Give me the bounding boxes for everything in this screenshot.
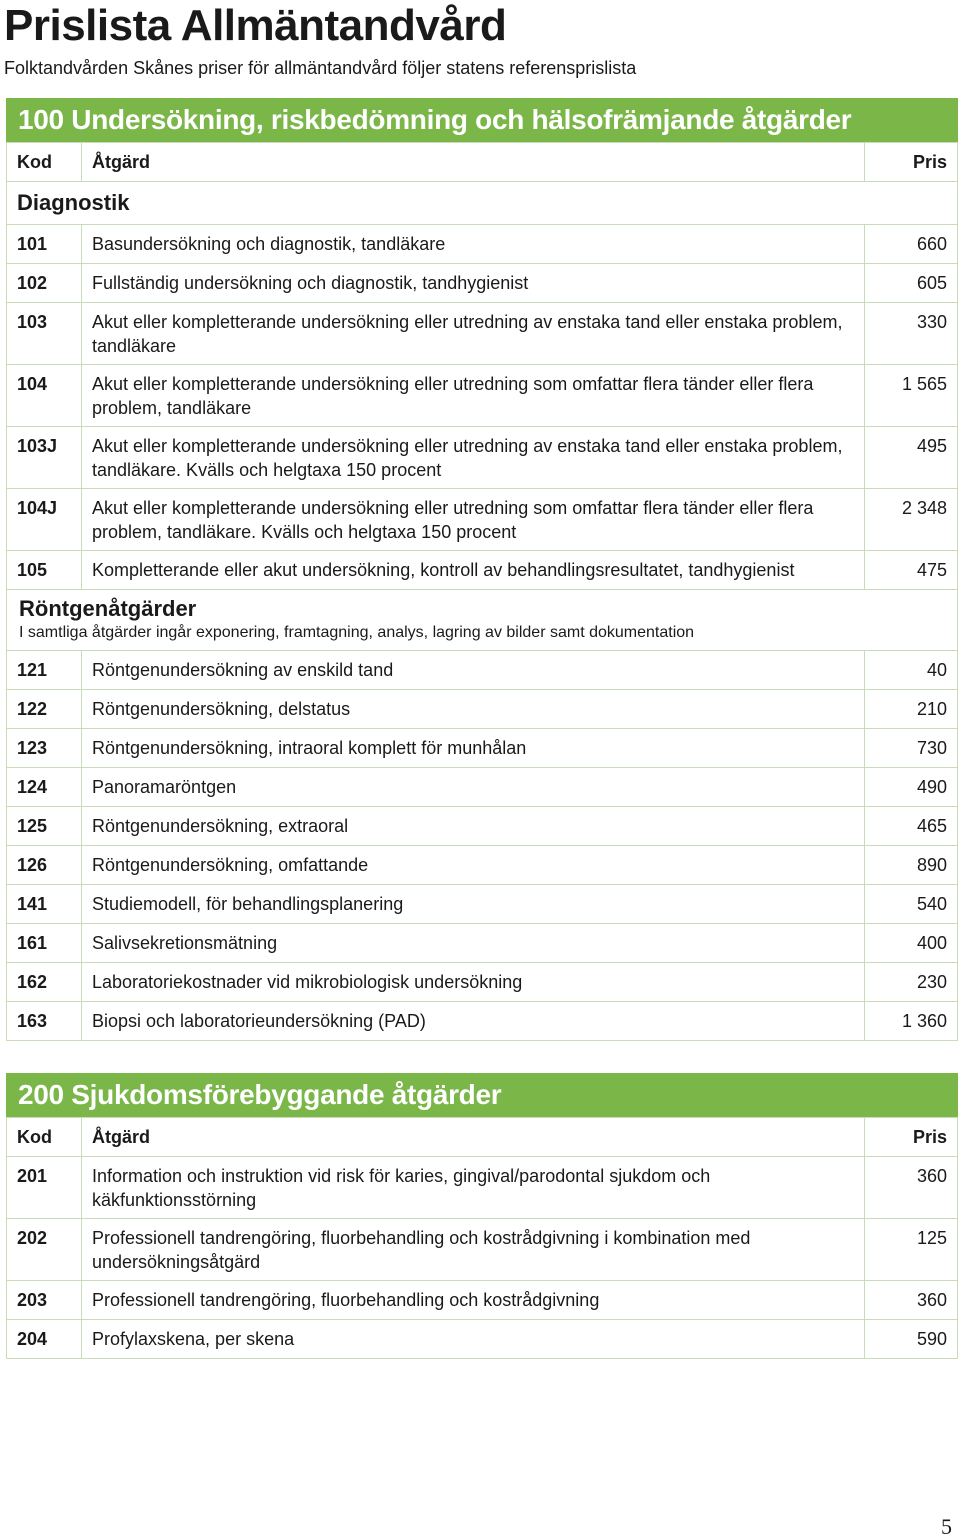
- row-price: 2 348: [865, 489, 958, 551]
- row-description: Akut eller kompletterande undersökning eller utredning av enstaka tand eller enstaka problem, tandläkare. Kvälls och helgtaxa 150 procent: [82, 427, 865, 489]
- column-header-row: [7, 1118, 958, 1157]
- row-code: 104: [7, 365, 82, 427]
- table-row: [7, 1002, 958, 1041]
- table-row: [7, 885, 958, 924]
- column-header-pris: Pris: [865, 1118, 958, 1157]
- row-description: Röntgenundersökning, extraoral: [82, 807, 865, 846]
- rontgen-heading-block: [6, 590, 958, 650]
- row-code: 203: [7, 1281, 82, 1320]
- column-header-kod: Kod: [7, 1118, 82, 1157]
- row-description: Kompletterande eller akut undersökning, kontroll av behandlingsresultatet, tandhygienist: [82, 551, 865, 590]
- subheading-diagnostik: Diagnostik: [7, 182, 958, 225]
- row-price: 465: [865, 807, 958, 846]
- row-code: 121: [7, 651, 82, 690]
- page-number: 5: [941, 1514, 952, 1539]
- row-price: 890: [865, 846, 958, 885]
- row-price: 490: [865, 768, 958, 807]
- row-price: 360: [865, 1157, 958, 1219]
- row-description: Fullständig undersökning och diagnostik, tandhygienist: [82, 264, 865, 303]
- row-description: Profylaxskena, per skena: [82, 1320, 865, 1359]
- row-code: 141: [7, 885, 82, 924]
- row-description: Studiemodell, för behandlingsplanering: [82, 885, 865, 924]
- table-row: [7, 551, 958, 590]
- row-code: 101: [7, 225, 82, 264]
- row-price: 540: [865, 885, 958, 924]
- row-code: 201: [7, 1157, 82, 1219]
- row-price: 210: [865, 690, 958, 729]
- row-price: 1 360: [865, 1002, 958, 1041]
- row-price: 590: [865, 1320, 958, 1359]
- table-row: [7, 690, 958, 729]
- row-description: Salivsekretionsmätning: [82, 924, 865, 963]
- row-code: 103: [7, 303, 82, 365]
- row-code: 163: [7, 1002, 82, 1041]
- row-price: 400: [865, 924, 958, 963]
- row-description: Akut eller kompletterande undersökning eller utredning av enstaka tand eller enstaka problem, tandläkare: [82, 303, 865, 365]
- row-description: Professionell tandrengöring, fluorbehandling och kostrådgivning i kombination med undersökningsåtgärd: [82, 1219, 865, 1281]
- row-description: Akut eller kompletterande undersökning eller utredning som omfattar flera tänder eller flera problem, tandläkare: [82, 365, 865, 427]
- row-description: Röntgenundersökning av enskild tand: [82, 651, 865, 690]
- table-row: [7, 1219, 958, 1281]
- table-row: [7, 768, 958, 807]
- row-description: Röntgenundersökning, intraoral komplett för munhålan: [82, 729, 865, 768]
- row-code: 123: [7, 729, 82, 768]
- row-code: 105: [7, 551, 82, 590]
- section-header: 200 Sjukdomsförebyggande åtgärder: [6, 1073, 958, 1117]
- row-description: Röntgenundersökning, delstatus: [82, 690, 865, 729]
- row-price: 660: [865, 225, 958, 264]
- column-header-row: [7, 143, 958, 182]
- row-price: 475: [865, 551, 958, 590]
- row-price: 330: [865, 303, 958, 365]
- table-row: [7, 489, 958, 551]
- table-row: [7, 427, 958, 489]
- row-code: 161: [7, 924, 82, 963]
- column-header-pris: Pris: [865, 143, 958, 182]
- row-code: 104J: [7, 489, 82, 551]
- column-header-atgard: Åtgärd: [82, 1118, 865, 1157]
- row-code: 124: [7, 768, 82, 807]
- table-row: [7, 807, 958, 846]
- table-row: [7, 303, 958, 365]
- row-description: Biopsi och laboratorieundersökning (PAD): [82, 1002, 865, 1041]
- row-code: 202: [7, 1219, 82, 1281]
- table-row: [7, 1157, 958, 1219]
- row-code: 103J: [7, 427, 82, 489]
- section-200: [6, 1073, 958, 1359]
- table-row: [7, 225, 958, 264]
- row-code: 102: [7, 264, 82, 303]
- table-row: [7, 264, 958, 303]
- section-100: [6, 98, 958, 1041]
- subheading-row: [7, 182, 958, 225]
- row-price: 605: [865, 264, 958, 303]
- table-row: [7, 924, 958, 963]
- table-row: [7, 846, 958, 885]
- row-code: 126: [7, 846, 82, 885]
- row-description: Information och instruktion vid risk för karies, gingival/parodontal sjukdom och käkfunktionsstörning: [82, 1157, 865, 1219]
- row-price: 125: [865, 1219, 958, 1281]
- row-description: Röntgenundersökning, omfattande: [82, 846, 865, 885]
- row-price: 360: [865, 1281, 958, 1320]
- row-price: 40: [865, 651, 958, 690]
- table-row: [7, 651, 958, 690]
- row-code: 204: [7, 1320, 82, 1359]
- column-header-atgard: Åtgärd: [82, 143, 865, 182]
- row-description: Panoramaröntgen: [82, 768, 865, 807]
- section-header: 100 Undersökning, riskbedömning och hälsofrämjande åtgärder: [6, 98, 958, 142]
- table-row: [7, 963, 958, 1002]
- rontgen-table: [6, 650, 958, 1041]
- row-price: 230: [865, 963, 958, 1002]
- price-table: [6, 1117, 958, 1359]
- table-row: [7, 729, 958, 768]
- row-description: Professionell tandrengöring, fluorbehandling och kostrådgivning: [82, 1281, 865, 1320]
- row-price: 1 565: [865, 365, 958, 427]
- row-description: Akut eller kompletterande undersökning eller utredning som omfattar flera tänder eller flera problem, tandläkare. Kvälls och helgtaxa 150 procent: [82, 489, 865, 551]
- page-title: Prislista Allmäntandvård: [4, 1, 507, 50]
- rontgen-note: I samtliga åtgärder ingår exponering, framtagning, analys, lagring av bilder samt dokumentation: [19, 624, 695, 641]
- rontgen-title: Röntgenåtgärder: [19, 596, 197, 621]
- table-row: [7, 365, 958, 427]
- column-header-kod: Kod: [7, 143, 82, 182]
- price-table: [6, 142, 958, 590]
- row-description: Basundersökning och diagnostik, tandläkare: [82, 225, 865, 264]
- row-price: 495: [865, 427, 958, 489]
- table-row: [7, 1281, 958, 1320]
- row-description: Laboratoriekostnader vid mikrobiologisk undersökning: [82, 963, 865, 1002]
- row-code: 125: [7, 807, 82, 846]
- row-code: 162: [7, 963, 82, 1002]
- page-subtitle: Folktandvården Skånes priser för allmäntandvård följer statens referensprislista: [4, 58, 637, 78]
- row-code: 122: [7, 690, 82, 729]
- row-price: 730: [865, 729, 958, 768]
- table-row: [7, 1320, 958, 1359]
